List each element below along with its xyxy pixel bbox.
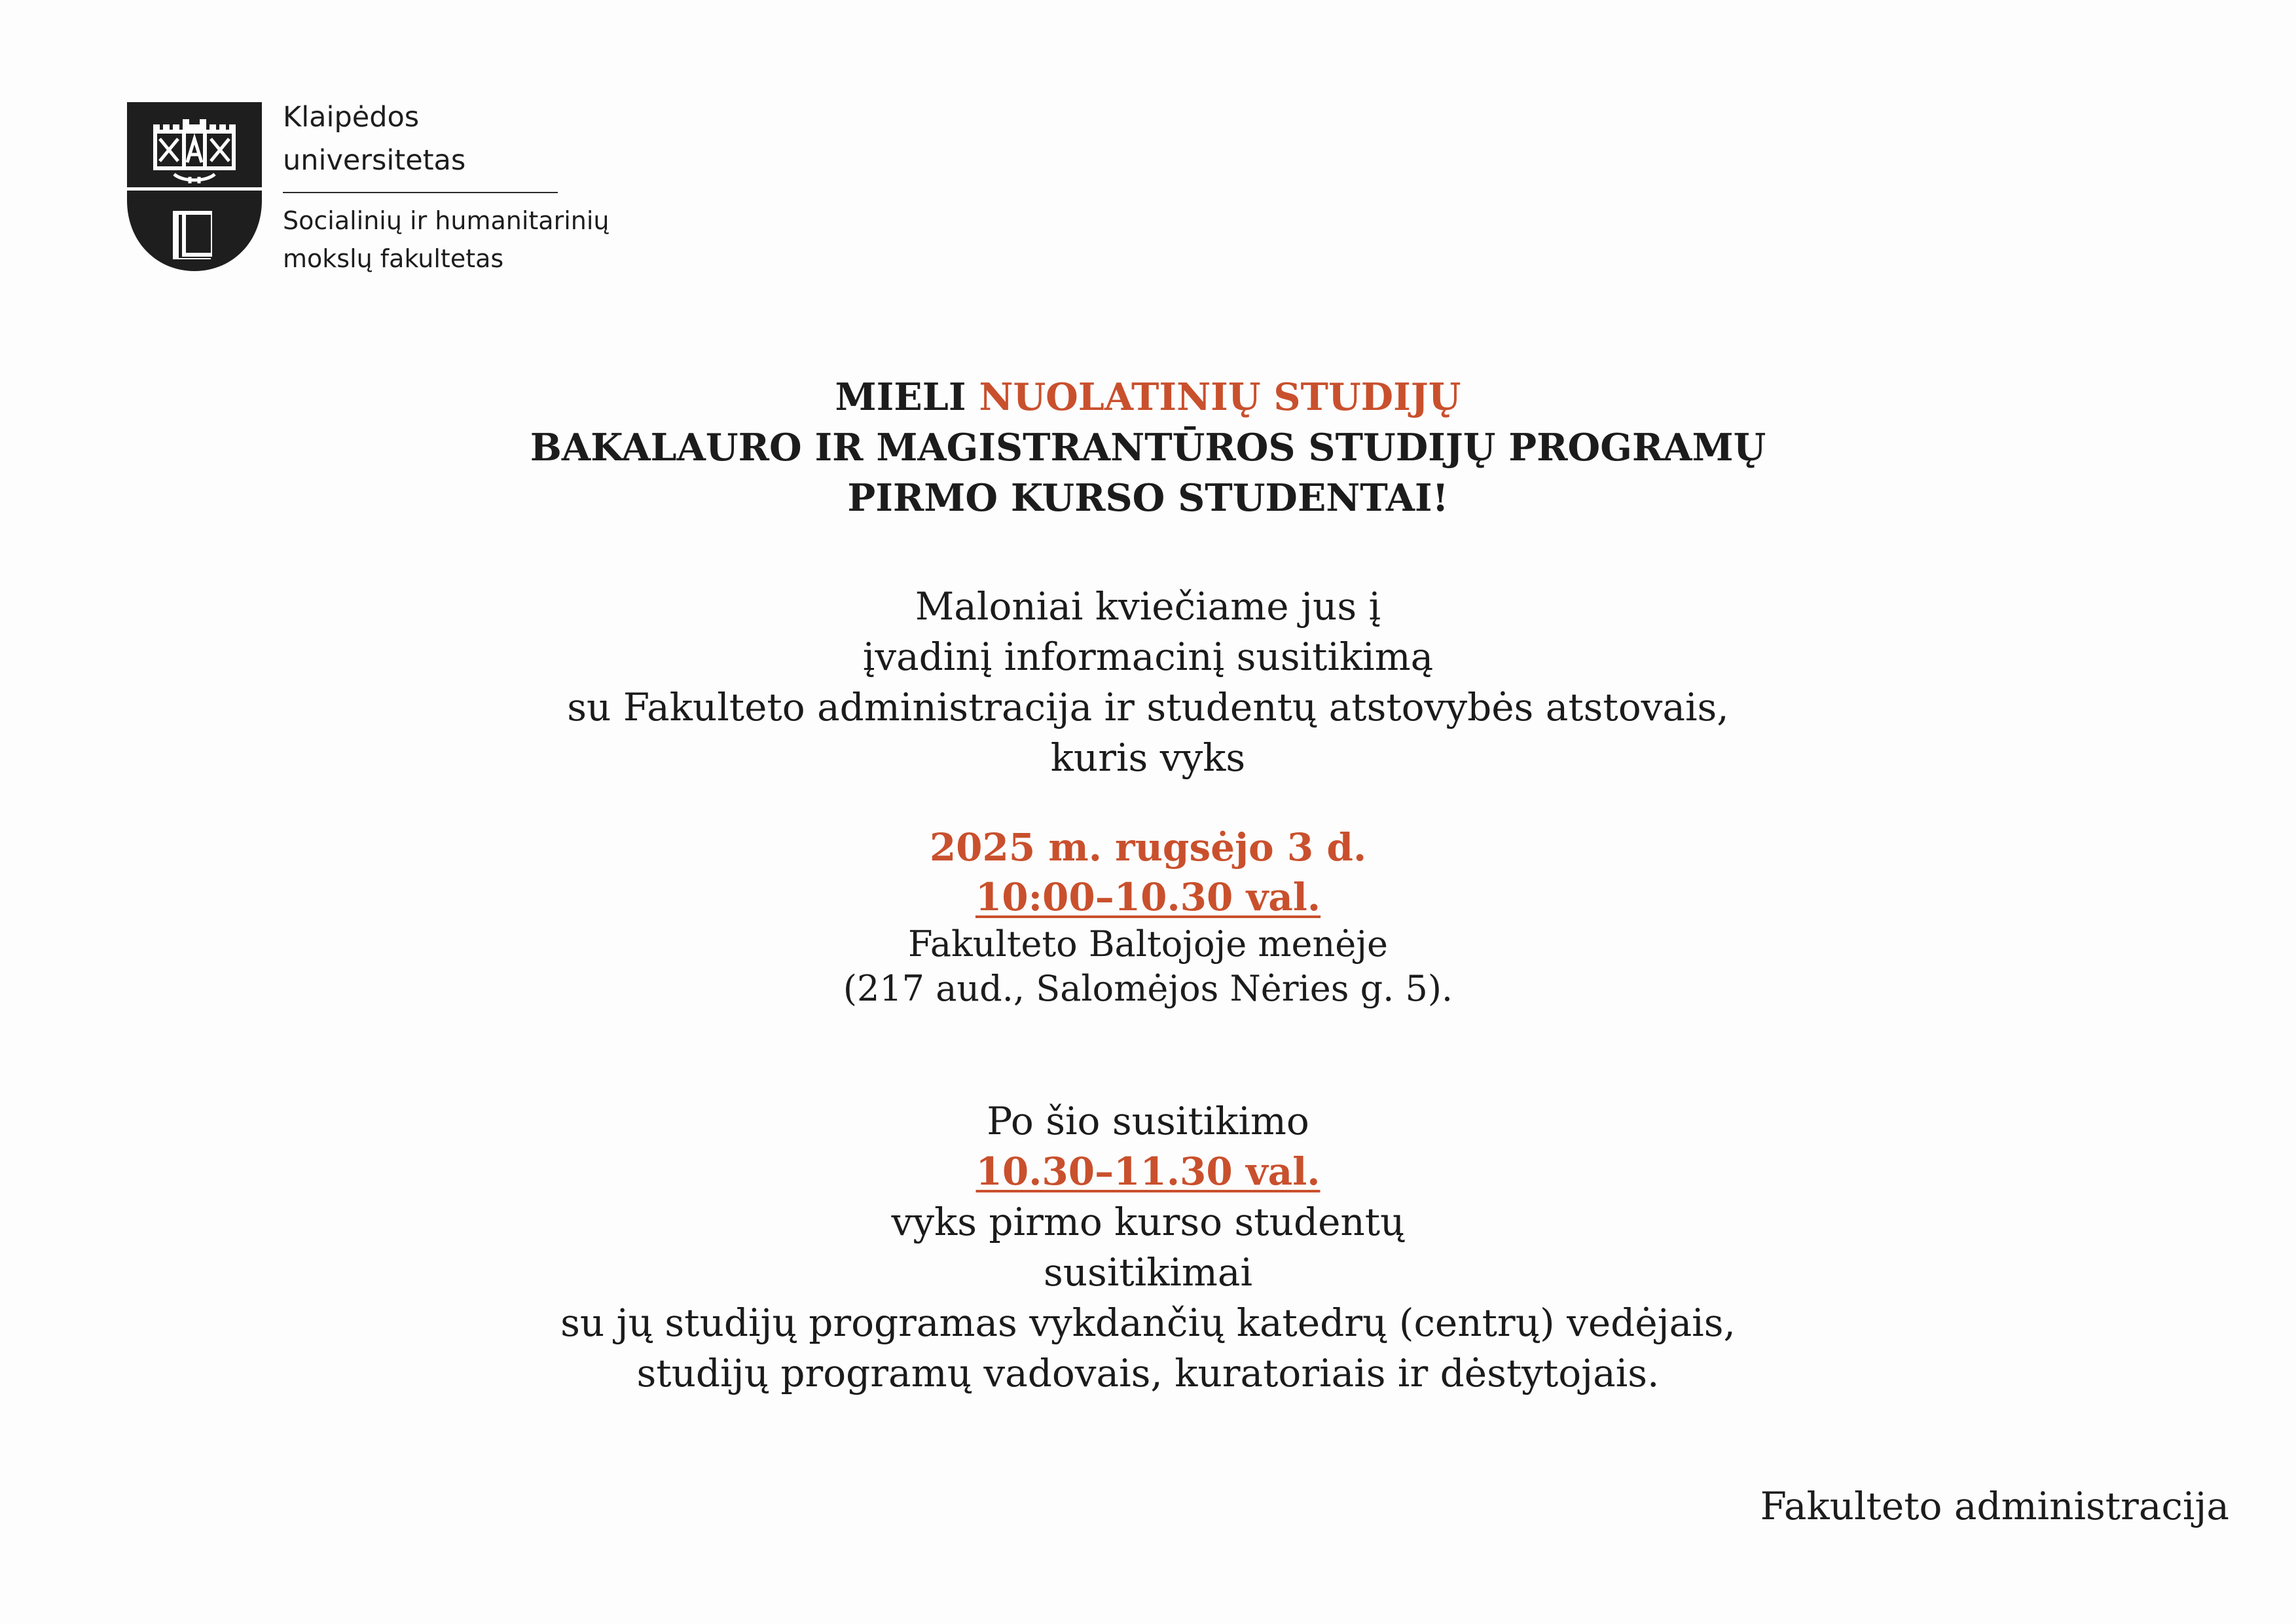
invitation-text xyxy=(0,581,2296,783)
invitation-line3: su Fakulteto administracija ir studentų atstovybės atstovais, xyxy=(567,685,1729,729)
event-place-line2: (217 aud., Salomėjos Nėries g. 5). xyxy=(843,968,1453,1009)
university-shield-icon xyxy=(127,102,262,274)
faculty-name-line1: Socialinių ir humanitarinių xyxy=(283,206,610,235)
heading-line2: BAKALAURO IR MAGISTRANTŪROS STUDIJŲ PROGRAMŲ xyxy=(530,426,1766,470)
heading-line1 xyxy=(0,372,2296,422)
event-place-line1: Fakulteto Baltojoje menėje xyxy=(908,923,1388,965)
invitation-line4: kuris vyks xyxy=(1050,735,1246,780)
followup-line4: su jų studijų programas vykdančių katedrų (centrų) vedėjais, xyxy=(560,1301,1736,1345)
event-date: 2025 m. rugsėjo 3 d. xyxy=(929,825,1367,870)
invitation-line1: Maloniai kviečiame jus į xyxy=(915,584,1381,629)
followup-line5: studijų programų vadovais, kuratoriais ir dėstytojais. xyxy=(636,1351,1660,1395)
logo-divider xyxy=(283,192,558,193)
followup-time: 10.30–11.30 val. xyxy=(975,1149,1321,1194)
faculty-name-line2: mokslų fakultetas xyxy=(283,244,504,273)
followup-time-wrap xyxy=(0,1147,2296,1197)
followup-text xyxy=(0,1096,2296,1399)
event-details xyxy=(0,822,2296,1011)
followup-line2: vyks pirmo kurso studentų xyxy=(891,1200,1405,1244)
heading-line3: PIRMO KURSO STUDENTAI! xyxy=(847,476,1449,520)
announcement-heading xyxy=(0,372,2296,523)
university-name xyxy=(283,96,465,182)
university-name-line1: Klaipėdos xyxy=(283,101,420,134)
heading-prefix: MIELI xyxy=(835,375,979,419)
event-time: 10:00–10.30 val. xyxy=(975,875,1321,919)
followup-line1: Po šio susitikimo xyxy=(987,1099,1309,1143)
event-time-wrap xyxy=(0,872,2296,922)
invitation-line2: įvadinį informacinį susitikimą xyxy=(862,635,1434,679)
followup-line3: susitikimai xyxy=(1043,1250,1253,1295)
university-logo xyxy=(127,96,664,279)
faculty-name xyxy=(283,202,610,278)
heading-accent: NUOLATINIŲ STUDIJŲ xyxy=(979,375,1461,419)
signature: Fakulteto administracija xyxy=(1760,1484,2229,1528)
university-name-line2: universitetas xyxy=(283,144,466,177)
